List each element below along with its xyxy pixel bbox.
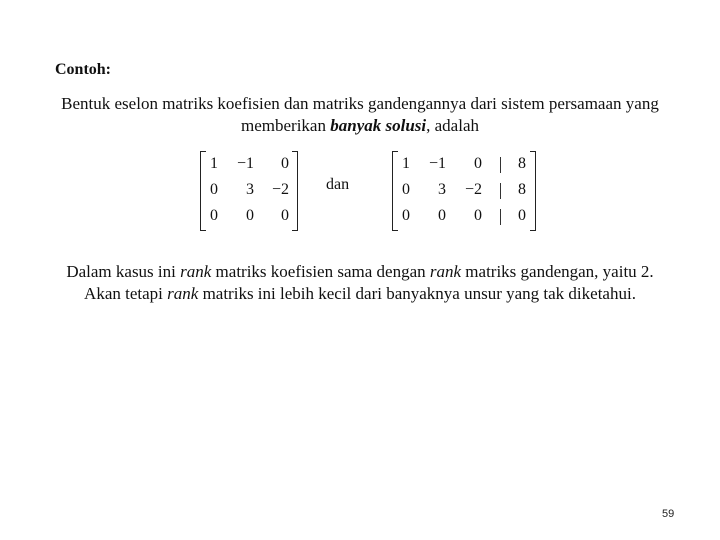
matrix-cell: 0 — [402, 181, 410, 198]
conclusion-text-2: matriks koefisien sama dengan — [211, 262, 430, 281]
page-number: 59 — [662, 508, 675, 520]
matrix-cell: 0 — [474, 155, 482, 172]
coefficient-matrix — [200, 151, 298, 231]
intro-emphasis: banyak solusi — [330, 116, 427, 135]
intro-text: Bentuk eselon matriks koefisien dan matriks gandengannya dari sistem persamaan yang memberikan — [61, 94, 659, 135]
matrix-cell: 0 — [438, 207, 446, 224]
matrix-cell: 0 — [402, 207, 410, 224]
conclusion-text-3: matriks gandengan, yaitu 2. Akan tetapi — [84, 262, 654, 303]
right-bracket — [292, 151, 298, 231]
matrix-cell: 0 — [246, 207, 254, 224]
rank-term: rank — [167, 284, 199, 303]
matrix-cell: 0 — [518, 207, 526, 224]
conclusion-text-1: Dalam kasus ini — [66, 262, 181, 281]
rank-term: rank — [429, 262, 462, 281]
matrix-cell: −2 — [464, 181, 482, 198]
matrix-cell: 0 — [281, 155, 289, 172]
matrix-cell: 0 — [210, 181, 218, 198]
matrix-cell: 3 — [438, 181, 446, 198]
intro-tail: , adalah — [426, 116, 479, 135]
matrix-cell: 1 — [402, 155, 410, 172]
matrix-cell: 8 — [518, 181, 526, 198]
matrix-cell: 3 — [246, 181, 254, 198]
connector-word: dan — [326, 176, 350, 193]
matrix-cell: 0 — [210, 207, 218, 224]
matrix-cell: 0 — [281, 207, 289, 224]
intro-paragraph — [60, 93, 660, 137]
example-heading: Contoh: — [55, 61, 112, 78]
conclusion-text-4: matriks ini lebih kecil dari banyaknya unsur yang tak diketahui. — [198, 284, 636, 303]
matrix-cell: −1 — [428, 155, 446, 172]
augment-divider — [500, 183, 501, 199]
augment-divider — [500, 209, 501, 225]
conclusion-paragraph — [55, 261, 665, 305]
matrix-cell: 1 — [210, 155, 218, 172]
matrix-cell: 8 — [518, 155, 526, 172]
right-bracket — [530, 151, 536, 231]
matrix-cell: 0 — [474, 207, 482, 224]
rank-term: rank — [180, 262, 212, 281]
matrix-cell: −2 — [271, 181, 289, 198]
augment-divider — [500, 157, 501, 173]
matrix-cell: −1 — [236, 155, 254, 172]
augmented-matrix — [392, 151, 536, 231]
